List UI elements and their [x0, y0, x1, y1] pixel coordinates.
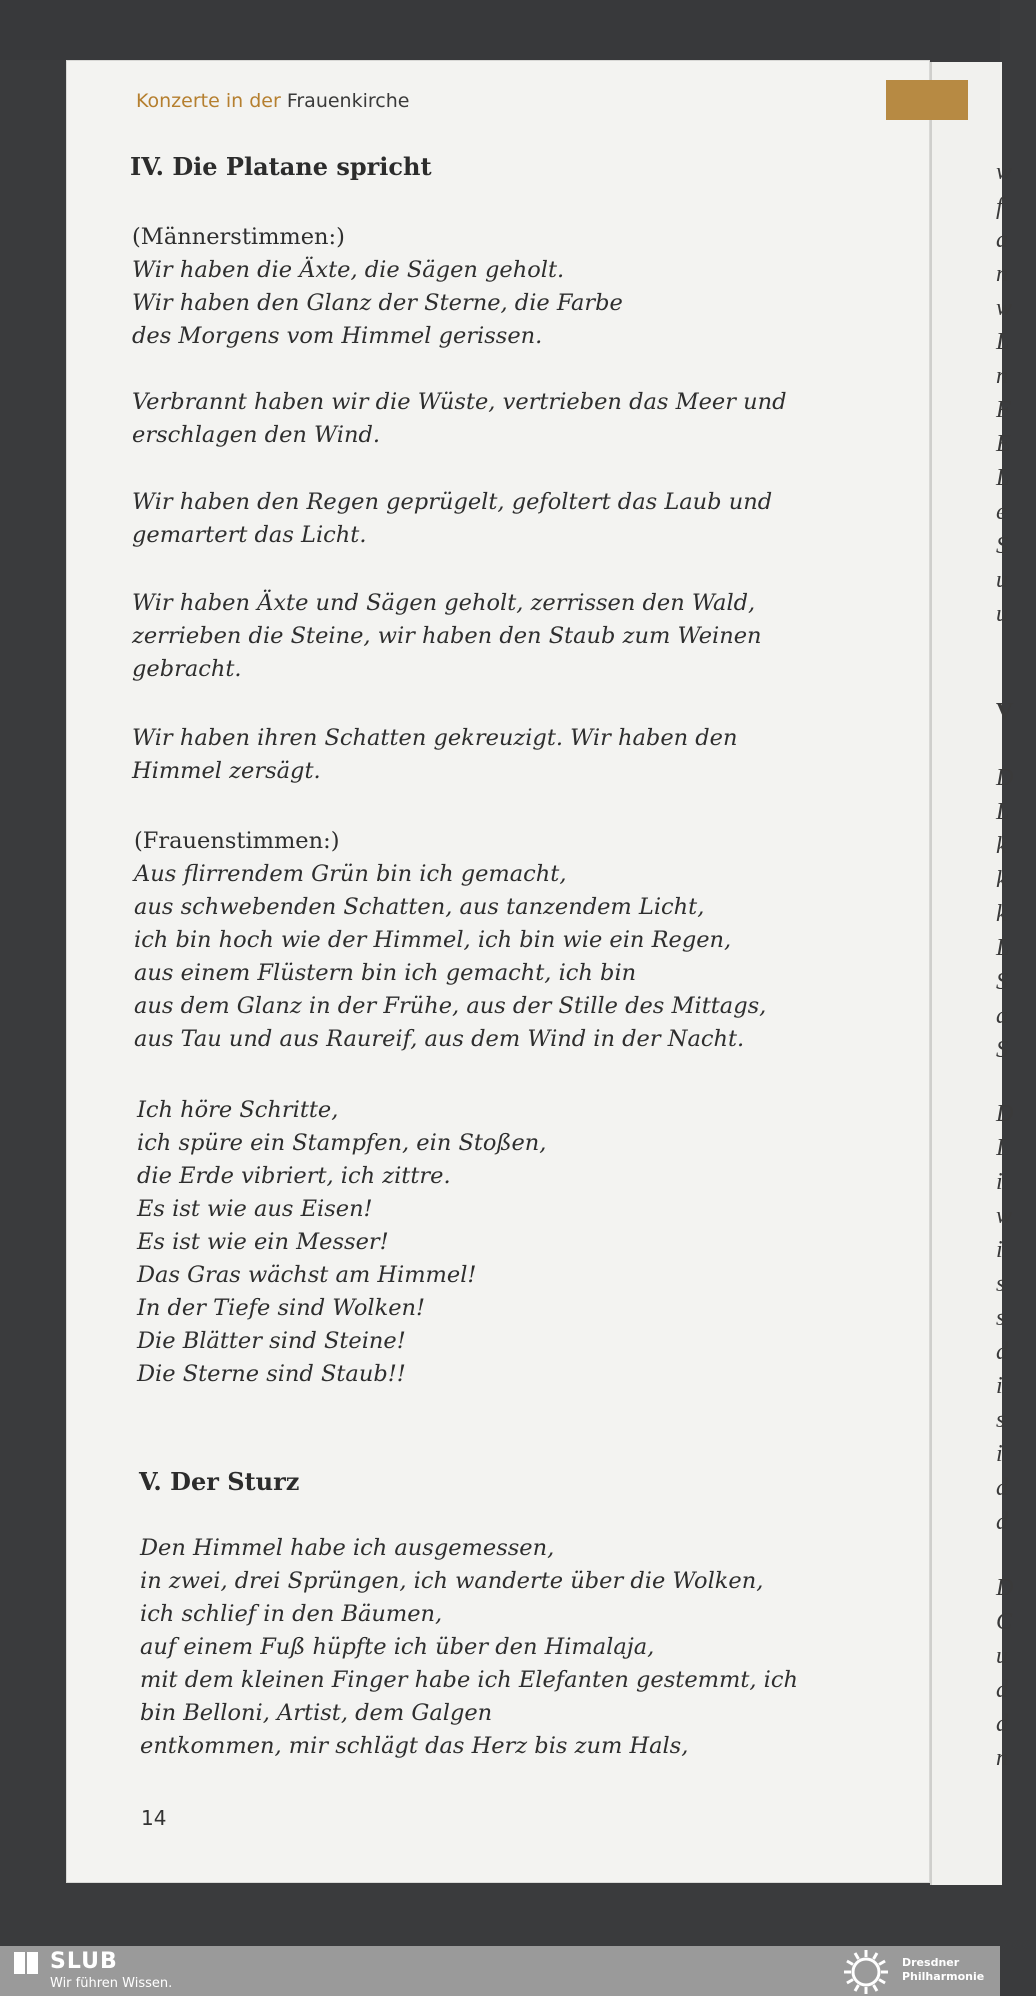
facing-page-letter: L: [996, 329, 1010, 355]
facing-page-letter: D: [996, 1575, 1014, 1601]
facing-page-edge: [930, 62, 1014, 1885]
verse-line: Es ist wie aus Eisen!: [137, 1196, 373, 1222]
partner-name-line-1: Dresdner: [902, 1956, 960, 1969]
facing-page-letter: k: [996, 833, 1007, 859]
facing-page-letter: i: [996, 1237, 1003, 1263]
facing-page-letter: i: [996, 1441, 1003, 1467]
verse-line: ich spüre ein Stampfen, ein Stoßen,: [137, 1130, 547, 1156]
facing-page-letter: w: [996, 159, 1013, 185]
slub-book-icon: [14, 1952, 40, 1974]
verse-line: Wir haben den Regen geprügelt, gefoltert das Laub und: [132, 489, 773, 515]
library-tagline: Wir führen Wissen.: [50, 1976, 173, 1991]
verse-line: Wir haben Äxte und Sägen geholt, zerrissen den Wald,: [132, 590, 756, 616]
verse-line: des Morgens vom Himmel gerissen.: [132, 323, 543, 349]
facing-page-letter: d: [996, 1339, 1008, 1365]
facing-page-letter: D: [996, 1101, 1014, 1127]
facing-page-letter: L: [996, 935, 1010, 961]
verse-line: Wir haben den Glanz der Sterne, die Farbe: [132, 290, 623, 316]
stanza: [132, 386, 787, 452]
section-title-iv: IV. Die Platane spricht: [130, 152, 432, 181]
verse-line: aus dem Glanz in der Frühe, aus der Stille des Mittags,: [134, 993, 767, 1019]
facing-page-letter: L: [996, 465, 1010, 491]
facing-page-letter: d: [996, 1475, 1008, 1501]
page-number: 14: [141, 1806, 167, 1830]
facing-page-letter: n: [996, 1745, 1008, 1771]
facing-page-letter: D: [996, 765, 1014, 791]
running-head-prefix: Konzerte in der: [136, 90, 281, 112]
verse-line: entkommen, mir schlägt das Herz bis zum Hals,: [140, 1733, 689, 1759]
facing-page-letter: F: [996, 397, 1011, 423]
facing-page-letter: a: [996, 1003, 1008, 1029]
verse-line: erschlagen den Wind.: [132, 422, 381, 448]
verse-line: zerrieben die Steine, wir haben den Staub zum Weinen: [132, 623, 762, 649]
verse-line: Himmel zersägt.: [132, 758, 321, 784]
running-head-title: Frauenkirche: [286, 90, 410, 112]
verse-line: Die Sterne sind Staub!!: [137, 1361, 406, 1387]
facing-page-letter: i: [996, 1169, 1003, 1195]
facing-page-letter: I: [996, 1135, 1004, 1161]
verse-line: Aus flirrendem Grün bin ich gemacht,: [134, 861, 567, 887]
facing-page-letter: f: [996, 194, 1003, 220]
verse-line: (Männerstimmen:): [132, 224, 345, 250]
verse-line: aus einem Flüstern bin ich gemacht, ich bin: [134, 960, 637, 986]
facing-page-letter: L: [996, 799, 1010, 825]
verse-line: gemartert das Licht.: [132, 522, 367, 548]
verse-line: mit dem kleinen Finger habe ich Elefanten gestemmt, ich: [140, 1667, 798, 1693]
philharmonie-logo-icon: [842, 1948, 890, 1996]
facing-page-letter: i: [996, 1373, 1003, 1399]
stanza: [134, 825, 766, 1056]
verse-line: Das Gras wächst am Himmel!: [137, 1262, 477, 1288]
facing-page-letter: u: [996, 601, 1008, 627]
verse-line: aus schwebenden Schatten, aus tanzendem Licht,: [134, 894, 705, 920]
facing-page-letter: S: [996, 533, 1008, 559]
section-tab-marker: [886, 80, 968, 120]
verse-line: Ich höre Schritte,: [137, 1097, 339, 1123]
verse-line: die Erde vibriert, ich zittre.: [137, 1163, 451, 1189]
stanza: [137, 1094, 546, 1391]
facing-page-letter: w: [996, 1203, 1013, 1229]
facing-page-letter: V: [996, 699, 1014, 725]
facing-page-letter: n: [996, 261, 1008, 287]
footer-bar: [0, 1946, 1000, 1996]
partner-name: [902, 1956, 984, 1984]
facing-page-letter: e: [996, 499, 1007, 525]
facing-page-letter: S: [996, 969, 1008, 995]
stanza: [132, 486, 772, 552]
verse-line: aus Tau und aus Raureif, aus dem Wind in der Nacht.: [134, 1026, 745, 1052]
facing-page-letter: s: [996, 1407, 1006, 1433]
verse-line: Wir haben die Äxte, die Sägen geholt.: [132, 257, 565, 283]
facing-page-letter: s: [996, 1271, 1006, 1297]
verse-line: Den Himmel habe ich ausgemessen,: [140, 1535, 555, 1561]
verse-line: (Frauenstimmen:): [134, 828, 340, 854]
verse-line: ich bin hoch wie der Himmel, ich bin wie ein Regen,: [134, 927, 732, 953]
facing-page-letter: d: [996, 1677, 1008, 1703]
library-name: SLUB: [50, 1949, 118, 1974]
scan-background: [0, 0, 1000, 60]
verse-line: Es ist wie ein Messer!: [137, 1229, 389, 1255]
partner-name-line-2: Philharmonie: [902, 1970, 985, 1983]
verse-line: Verbrannt haben wir die Wüste, vertrieben das Meer und: [132, 389, 787, 415]
facing-page-letter: s: [996, 1305, 1006, 1331]
verse-line: ich schlief in den Bäumen,: [140, 1601, 443, 1627]
facing-page-letter: k: [996, 901, 1007, 927]
stanza: [132, 221, 623, 353]
stanza: [132, 587, 762, 686]
facing-page-letter: w: [996, 295, 1013, 321]
facing-page-letter: u: [996, 567, 1008, 593]
facing-page-letter: d: [996, 1509, 1008, 1535]
facing-page-letter: n: [996, 363, 1008, 389]
facing-page-letter: u: [996, 1643, 1008, 1669]
verse-line: gebracht.: [132, 656, 242, 682]
verse-line: bin Belloni, Artist, dem Galgen: [140, 1700, 493, 1726]
facing-page-letter: k: [996, 867, 1007, 893]
stanza: [140, 1532, 798, 1763]
verse-line: Wir haben ihren Schatten gekreuzigt. Wir haben den: [132, 725, 738, 751]
facing-page-letter: a: [996, 227, 1008, 253]
verse-line: In der Tiefe sind Wolken!: [137, 1295, 426, 1321]
running-head: [136, 90, 409, 112]
verse-line: Die Blätter sind Steine!: [137, 1328, 406, 1354]
verse-line: auf einem Fuß hüpfte ich über den Himalaja,: [140, 1634, 655, 1660]
facing-page-letter: C: [996, 1609, 1013, 1635]
facing-page-letter: d: [996, 1711, 1008, 1737]
stanza: [132, 722, 738, 788]
verse-line: in zwei, drei Sprüngen, ich wanderte über die Wolken,: [140, 1568, 764, 1594]
section-title-v: V. Der Sturz: [139, 1467, 300, 1496]
facing-page-letter: S: [996, 1037, 1008, 1063]
facing-page-letter: E: [996, 431, 1011, 457]
